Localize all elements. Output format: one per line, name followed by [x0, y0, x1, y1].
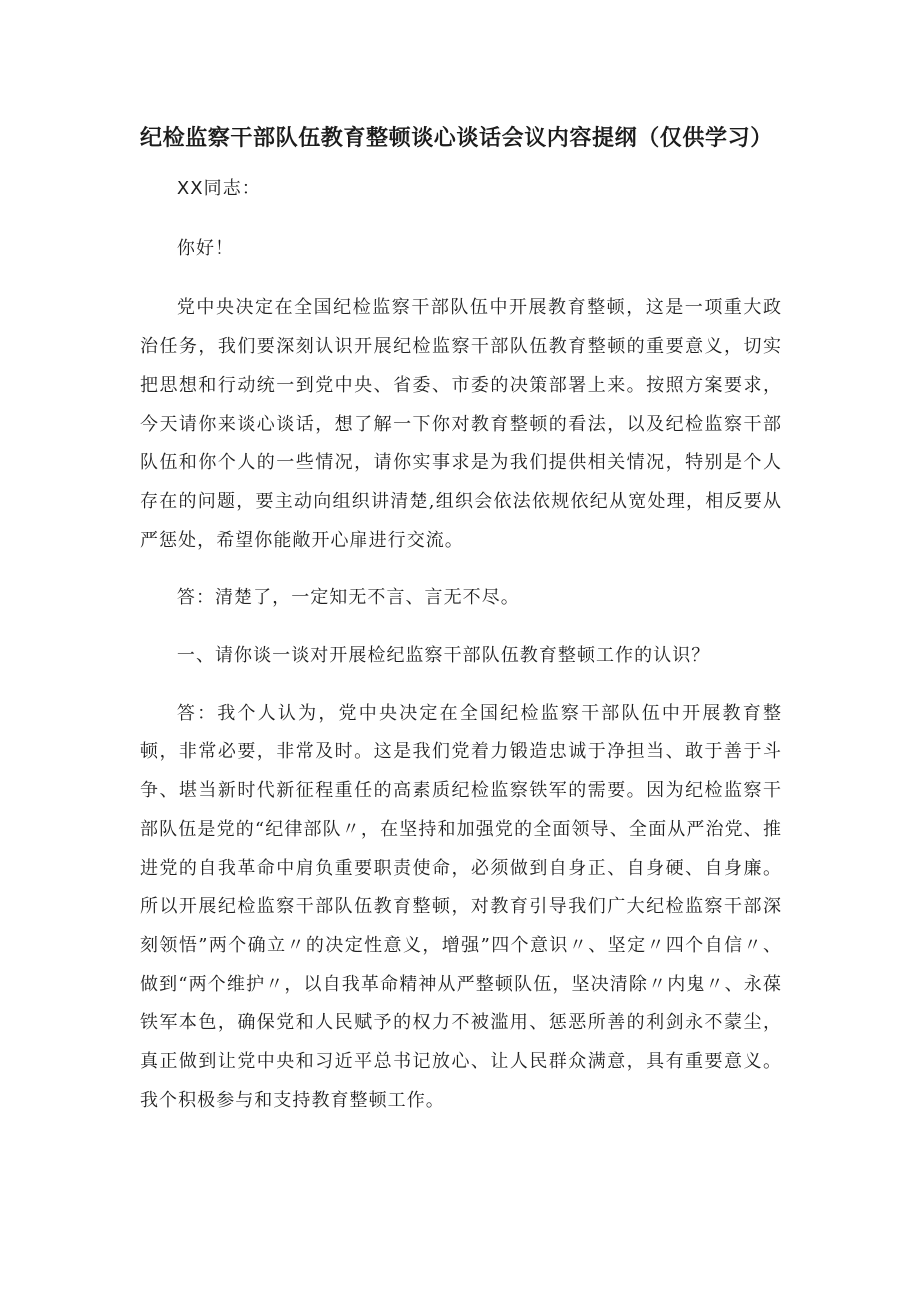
paragraph-intro: 党中央决定在全国纪检监察干部队伍中开展教育整顿，这是一项重大政治任务，我们要深刻认识开展纪检监察干部队伍教育整顿的重要意义，切实把思想和行动统一到党中央、省委、市委的决策部署上来。按照方案要求，今天请你来谈心谈话，想了解一下你对教育整顿的看法，以及纪检监察干部队伍和你个人的一些情况，请你实事求是为我们提供相关情况，特别是个人存在的问题，要主动向组织讲清楚,组织会依法依规依纪从宽处理，相反要从严惩处，希望你能敞开心扉进行交流。 [140, 297, 782, 551]
document-title: 纪检监察干部队伍教育整顿谈心谈话会议内容提纲（仅供学习） [140, 126, 773, 151]
paragraph-answer-1: 答：清楚了，一定知无不言、言无不尽。 [176, 587, 520, 609]
paragraph-answer-2: 答：我个人认为，党中央决定在全国纪检监察干部队伍中开展教育整顿，非常必要，非常及时。这是我们党着力锻造忠诚于净担当、敢于善于斗争、堪当新时代新征程重任的高素质纪检监察铁军的需要。因为纪检监察干部队伍是党的“纪律部队〃，在坚持和加强党的全面领导、全面从严治党、推进党的自我革命中肩负重要职责使命，必须做到自身正、自身硬、自身廉。所以开展纪检监察干部队伍教育整顿，对教育引导我们广大纪检监察干部深刻领悟”两个确立〃的决定性意义，增强”四个意识〃、坚定〃四个自信〃、做到“两个维护〃，以自我革命精神从严整顿队伍，坚决清除〃内鬼〃、永葆铁军本色，确保党和人民赋予的权力不被滥用、惩恶所善的利剑永不蒙尘，真正做到让党中央和习近平总书记放心、让人民群众满意，具有重要意义。我个积极参与和支持教育整顿工作。 [140, 702, 782, 1111]
greeting: 你好！ [176, 237, 235, 259]
salutation: XX同志： [176, 178, 261, 199]
document-body [140, 170, 782, 1139]
paragraph-question-1: 一、请你谈一谈对开展检纪监察干部队伍教育整顿工作的认识？ [176, 645, 711, 667]
